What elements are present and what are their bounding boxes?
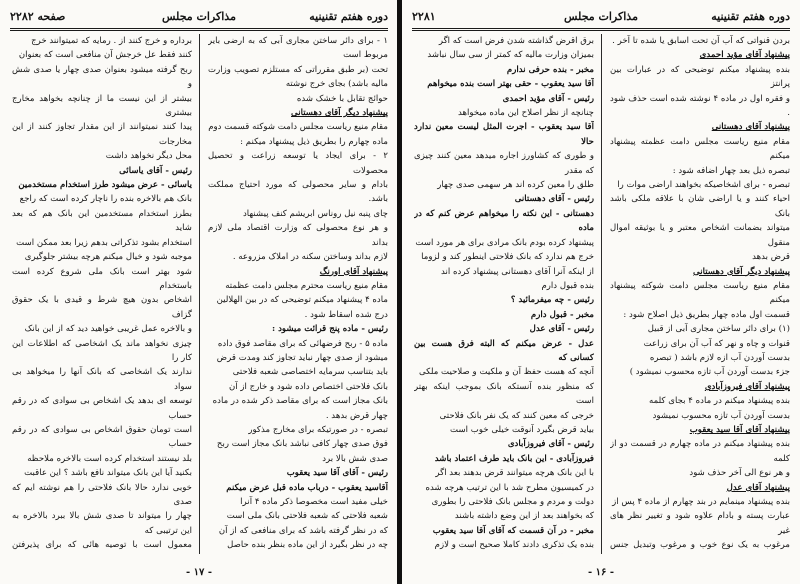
text-line: قرض بدهد xyxy=(752,252,790,263)
text-line: بنده یک تذکری دادند کاملا صحیح است و لازم xyxy=(434,540,594,551)
text-line: ۲ - برای ایجاد یا توسعه زراعت و تحصیل محصولات xyxy=(208,151,388,176)
speaker-line: دهستانی - این نکته را میخواهم عرض کنم که در ماده xyxy=(414,208,594,234)
text-line: تبصره - برای اشخاصیکه بخواهند اراضی موات را xyxy=(617,180,790,191)
text-line: ماده ۴ پیشنهاد میکنم توضیحی که در بین الهلالین xyxy=(216,295,388,306)
text-line: مقام منیع ریاست مجلس دامت شوکته قسمت دوم xyxy=(208,122,388,133)
text-line: بانک هم بالاخره بنده را ناچار کرده است که راجع xyxy=(19,194,192,205)
text-line: از اینکه آنرا آقای دهستانی پیشنهاد کرده اند xyxy=(440,266,594,277)
section-heading: پیشنهاد آقای عدل xyxy=(726,482,790,493)
text-line: محل دیگر نخواهد داشت xyxy=(105,151,192,162)
right-page-number: - ۱۶ - xyxy=(587,567,615,578)
text-line: معمول است با توصیه هائی که برای پذیرفتن xyxy=(12,540,192,551)
speaker-line: رئیس - آقای دهستانی xyxy=(514,194,594,205)
text-line: ماده چهارم را بطریق ذیل پیشنهاد میکنم : xyxy=(240,136,388,147)
text-line: و فقره اول در ماده ۴ نوشته شده است حذف شود . xyxy=(610,93,790,119)
text-line: مقام منیع ریاست مجلس دامت شوکته پیشنهاد میکنم xyxy=(610,280,790,306)
left-page-left-column xyxy=(12,34,192,554)
text-line: پیشنهاد کرده بودم بانک مرادی برای هر مورد است xyxy=(415,237,594,248)
text-line: توسعه ای بدهد یک اشخاص بی سوادی که در رقم حساب xyxy=(12,396,192,421)
text-line: موجبه شود و خیال میکنم هرچه بیشتر جلوگیری xyxy=(24,252,192,263)
right-page-right-column xyxy=(610,34,790,554)
text-line: بنده پیشنهاد مینمایم در بند چهارم از ماده ۴ پس از xyxy=(612,497,790,507)
text-line: مقام منیع ریاست مجلس دامت عظمته پیشنهاد میکنم xyxy=(610,136,790,162)
left-page xyxy=(0,0,398,584)
text-line: لازم بداند وساختن سکنه در املاک مزروعه . xyxy=(232,252,388,263)
speaker-line: رئیس - آقای مؤید احمدی xyxy=(502,93,594,104)
text-line: ربح گرفته میشود بعنوان صدی چهار یا صدی شش و xyxy=(12,64,192,90)
left-header-page-label: صفحه ۲۲۸۲ xyxy=(10,10,66,23)
text-line xyxy=(414,553,594,554)
text-line: با این بانک هرچه میتوانند قرض بدهند بعد اگر xyxy=(435,468,594,479)
section-heading: پیشنهاد آقای دهستانی xyxy=(711,122,790,133)
text-line: بادام و سایر محصولی که مورد احتیاج مملکت باشد. xyxy=(208,180,388,205)
text-line: بنده قبول دارم xyxy=(541,280,594,291)
text-line: چهار را میتواند تا صدی شش بالا ببرد بالاخره به این ترتیبی که xyxy=(12,511,192,536)
text-line: ندارند یک اشخاصی که بانک آنها را میخواهد بی سواد xyxy=(12,367,192,392)
text-line: بنده پیشنهاد میکنم در ماده ۴ بجای کلمه xyxy=(649,396,790,407)
text-line: پیدا کنند نمیتوانند از این مقدار تجاوز کنند از این مخارجات xyxy=(12,122,192,147)
right-column-divider xyxy=(601,34,602,554)
text-line: بیاید قرض بگیرد آنوقت خیلی خوب است xyxy=(450,424,594,435)
text-line: دولت و مردم و مجلس بانک فلاحتی را بطوری xyxy=(431,497,594,507)
text-line: (۱) برای دائر ساختن مجاری آبی از قبیل xyxy=(647,324,790,335)
section-heading: پیشنهاد دیگر آقای دهستانی xyxy=(693,266,790,277)
left-page-right-column xyxy=(208,34,388,554)
right-header-title: مذاکرات مجلس xyxy=(564,10,638,23)
text-line: ۱ - برای دائر ساختن مجاری آبی که به ارضی بایر مربوط است xyxy=(208,36,388,61)
text-line: میشود از صدی چهار نباید تجاوز کند ومدت قرض xyxy=(216,352,388,363)
left-header-rule xyxy=(10,28,388,31)
text-line: و طوری که کشاورز اجاره میدهد معین کنند چیزی که مقدر xyxy=(414,151,594,176)
text-line: بطرز استخدام مستخدمین این بانک هم که بعد شاید xyxy=(12,208,192,234)
text-line: شود بهتر است بانک ملی شروع کرده است باستخدام xyxy=(12,266,192,291)
text-line: چنانچه از نظر اصلاح این ماده میخواهد xyxy=(457,108,594,119)
speaker-line: مخبر - قبول دارم xyxy=(530,309,594,320)
section-heading: پیشنهاد آقای فیروزآبادی xyxy=(704,381,790,392)
text-line: قنوات و چاه و نهر که آب آن برای زراعت xyxy=(643,338,790,349)
text-line: طلق را معین کرده اند هر سهمی صدی چهار xyxy=(437,180,594,191)
text-line: و بالاخره عمل غریبی خواهید دید که از این بانک xyxy=(24,324,192,335)
text-line: است تومان حقوق اشخاص بی سوادی که در رقم حساب xyxy=(12,424,192,450)
left-column-divider xyxy=(199,34,200,554)
text-line: اشخاص بدون هیچ شرط و قیدی با یک حقوق گزاف xyxy=(12,295,192,320)
text-line: بیشتر از این نیست ما از چنانچه بخواهد مخارج بیشتری xyxy=(12,93,192,119)
text-line: ماده ۵ - ربح فرضهائی که برای مقاصد فوق داده xyxy=(217,338,388,349)
text-line: میتواند بضمانت اشخاص معتبر و یا بوثیقه اموال منقول xyxy=(610,223,790,248)
text-line: بردن قنواتی که آب آن تحت اسابق یا شده تا آخر . xyxy=(612,36,790,46)
text-line: عبارت پسته و بادام علاوه شود و تغییر نظر های غیر xyxy=(610,511,790,536)
left-page-number: - ۱۷ - xyxy=(185,567,213,578)
text-line: شعبه فلاحتی که شعبه فلاحتی بانک ملی است xyxy=(226,511,388,522)
section-heading: پیشنهاد آقای مؤید احمدی xyxy=(699,50,790,61)
text-line: استخدام بشود تذکراتی بدهم زیرا بعد ممکن است xyxy=(16,237,192,248)
speaker-line: آقا سید یعقوب - حقی بهتر است بنده میخواهم xyxy=(427,79,594,90)
text-line: برداره و خرج کنند از . رمایه که تمیتوانند خرج xyxy=(31,36,192,46)
right-page xyxy=(402,0,800,584)
right-page-left-column xyxy=(414,34,594,554)
text-line xyxy=(208,553,388,554)
left-page-header xyxy=(10,8,388,28)
text-line: بنده پیشنهاد میکنم توضیحی که در عبارات بین پرانتز xyxy=(610,64,790,90)
speaker-line: رئیس - ماده پنج قرائت میشود : xyxy=(271,324,388,335)
text-line: خیلی مفید است مخصوصا ذکر ماده ۴ آنرا xyxy=(240,497,388,507)
text-line: چه در نظر بگیرد از این ماده بنظر بنده حاصل xyxy=(227,540,388,551)
text-line: که بخواهند بعد از این وضع داشته باشند xyxy=(454,511,594,522)
speaker-line: مخبر - بنده حرفی ندارم xyxy=(506,64,594,75)
text-line: فوق صدی چهار کافی نباشد بانک مجاز است ربح xyxy=(216,439,388,450)
text-line: بلد نیستند استخدام کرده است بالاخره ملاحظه xyxy=(27,453,192,464)
right-page-header xyxy=(412,8,790,28)
text-line: تبصره - در صورتیکه برای مخارج مذکور xyxy=(248,424,388,435)
text-line: باید بتناسب سرمایه اختصاصی شعبه فلاحتی xyxy=(232,367,388,378)
text-line: در کمیسیون مطرح شد با این ترتیب هرچه شده xyxy=(425,482,594,493)
speaker-line: رئیس - آقای آقا سید یعقوب xyxy=(286,468,388,479)
text-line: تبصره ذیل بعد چهار اضافه شود : xyxy=(672,165,790,176)
text-line: تحت (بر طبق مقرراتی که مستلزم تصویب وزارت مالیه باشد) بجای خرج نوشته xyxy=(208,64,388,90)
speaker-line: رئیس - آقای یاسائی xyxy=(119,165,192,176)
text-line: بنده پیشنهاد میکنم در ماده چهارم در قسمت دو از کلمه xyxy=(610,439,790,464)
speaker-line: رئیس - چه میفرمائید ؟ xyxy=(510,295,594,306)
text-line: درج شده اسقاط شود . xyxy=(304,309,388,320)
text-line: بمیزان وزارت مالیه که کمتر از سی سال نباشد xyxy=(427,50,594,61)
text-line: جزء بدست آوردن آب تازه محسوب نمیشود ) xyxy=(629,367,790,378)
text-line: و هر نوع محصولی که وزارت اقتصاد ملی لازم بداند xyxy=(208,223,388,248)
text-line: چای پنبه نیل روناس ابریشم کنف پیشنهاد xyxy=(242,208,388,219)
speaker-line: فیروزآبادی - این بانک باید طرف اعتماد باشد xyxy=(434,453,594,464)
section-heading: پیشنهاد آقای آقا سید یعقوب xyxy=(689,424,790,435)
section-heading: پیشنهاد دیگر آقای دهستانی xyxy=(291,108,388,119)
text-line: کنند فقط عل خرجش آن منافعی است که بعنوان xyxy=(18,50,192,61)
text-line: مقام منیع ریاست محترم مجلس دامت عظمته xyxy=(225,280,388,291)
speaker-line: رئیس - آقای عدل xyxy=(529,324,594,335)
text-line: و هر نوع الی آخر حذف شود xyxy=(689,468,790,479)
speaker-line: عدل - عرض میکنم که البته فرق هست بین کسانی که xyxy=(414,338,594,363)
text-line: که در نظر گرفته باشد که برای منافعی که از آن xyxy=(218,525,388,536)
section-heading: پیشنهاد آقای اورنگ xyxy=(319,266,388,277)
speaker-line: آقا سید یعقوب - اجرت المثل لیست معین ندارد حالا xyxy=(414,122,594,147)
text-line: قسمت اول ماده چهار بطریق ذیل اصلاح شود : xyxy=(623,309,790,320)
text-line: آنچه که هست حفظ آن و ملکیت و صلاحیت ملکی xyxy=(418,367,594,378)
text-line: مرغوب به یک نوع خوب و مرغوب وتبدیل جنس xyxy=(610,540,790,551)
text-line: صدی شش بالا برد xyxy=(322,453,388,464)
text-line: برق اقرض گذاشته شدن فرض است که اگر xyxy=(438,36,594,46)
text-line: بدست آوردن آب تازه محسوب نمیشود xyxy=(652,410,790,421)
text-line: که منظور بنده آنستکه بانک بموجب اینکه بهتر است xyxy=(414,381,594,407)
text-line: بانک فلاحتی اختصاص داده شود و خارج از آن xyxy=(228,381,388,392)
text-line: خوبی ندارد حالا بانک فلاحتی را هم نوشته ایم که صدی xyxy=(12,482,192,507)
speaker-line: مخبر - در آن قسمت که آقای آقا سید یعقوب xyxy=(432,525,594,536)
right-header-rule xyxy=(412,28,790,31)
text-line: احیاء کنند و یا اراضی شان با علاقه ملکی باشد بانک xyxy=(610,194,790,219)
text-line: بکنید آیا این بانک میتواند نافع باشد ؟ این عاقبت xyxy=(24,468,192,479)
speaker-line: آقاسید یعقوب - درباب ماده قبل عرض میکنم xyxy=(226,482,388,493)
speaker-line: رئیس - آقای فیروزآبادی xyxy=(507,439,594,450)
right-header-session: دوره هفتم تقنینیه xyxy=(711,10,790,23)
text-line: چهار قرض بدهد . xyxy=(325,410,388,421)
right-header-page-label: ۲۲۸۱ xyxy=(412,10,436,23)
speaker-line: یاسائی - عرض میشود طرز استخدام مستخدمین xyxy=(18,180,192,191)
text-line: خرج هم ندارد که بانک فلاحتی اینطور کند و لزوما xyxy=(421,252,594,263)
left-header-title: مذاکرات مجلس xyxy=(162,10,236,23)
text-line: بدست آوردن آب ازه لازم باشد ( تبصره xyxy=(649,352,790,363)
text-line: بانک مجاز است که برای مقاصد ذکر شده در ماده xyxy=(212,396,388,407)
text-line: خرجی که معین کنند که یک نفر بانک فلاحتی xyxy=(439,410,594,421)
left-header-session: دوره هفتم تقنینیه xyxy=(309,10,388,23)
text-line: چیزی نخواهد ماند یک اشخاصی که اطلاعات این کار را xyxy=(12,338,192,363)
text-line: حوائج تقابل با خشک شده xyxy=(296,93,388,104)
